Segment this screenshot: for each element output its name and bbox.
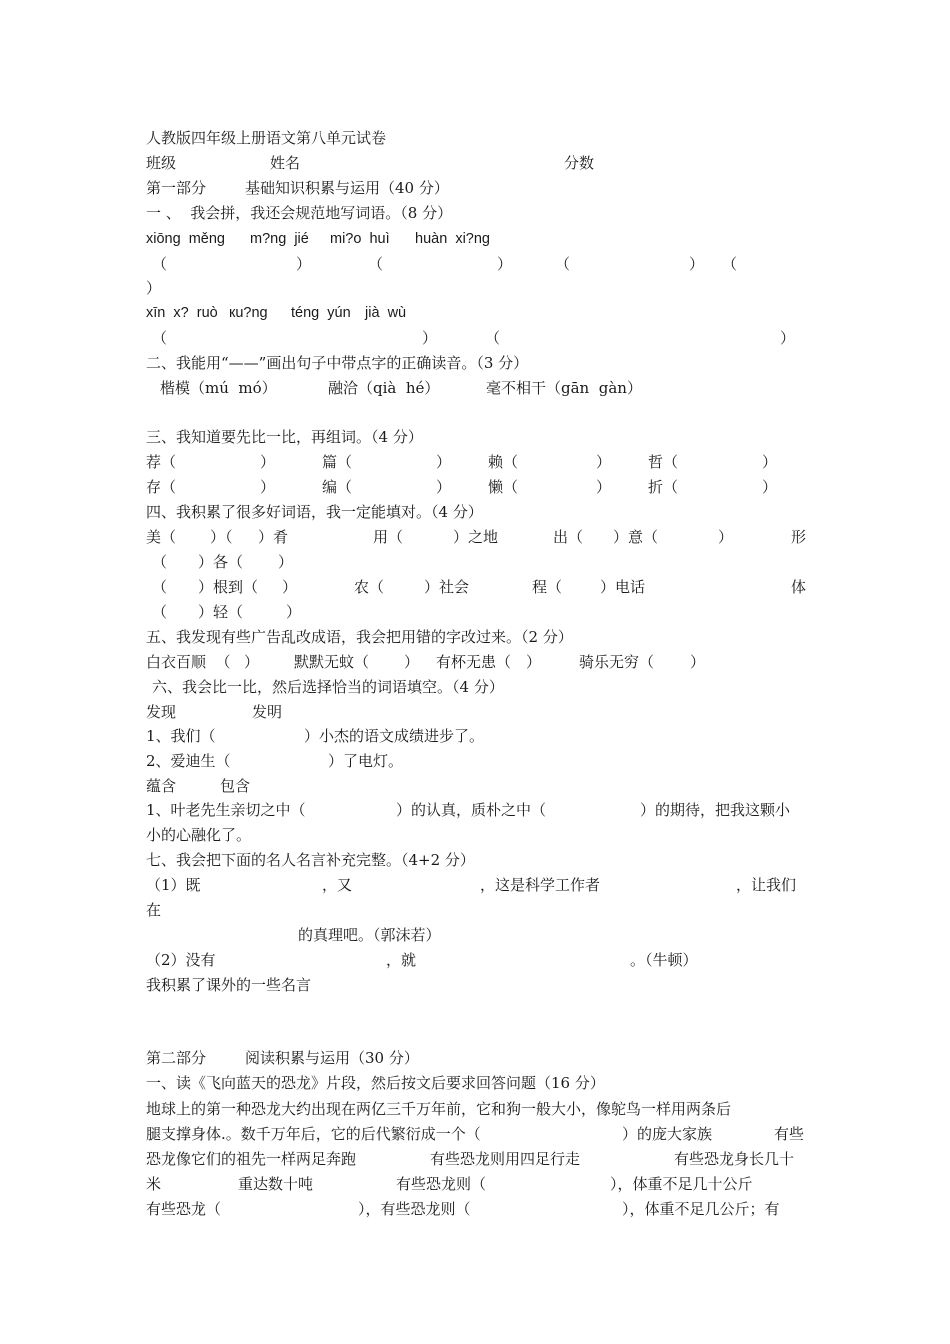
q4-title [146,500,806,525]
q4-row2 [146,575,806,600]
q7-line3 [146,948,806,973]
passage-text: ），体重不足几十公斤 [610,1175,753,1193]
idiom-part: ） [718,528,734,546]
idiom-part: 形 [791,528,806,546]
q5-item: 默默无蚊（ [294,653,370,671]
part1-title: 基础知识积累与运用（40 分） [245,179,449,197]
q5-items [146,650,806,675]
quote-part: 我积累了课外的一些名言 [146,976,312,994]
answer-bracket: ） [422,329,438,347]
passage-text: 有些恐龙则用四足行走 [430,1150,581,1168]
pinyin: xiōng měng [146,231,225,247]
answer-bracket: （ [152,329,168,347]
q4-row2-wrap [146,600,806,625]
idiom-part: ）根到（ [198,578,259,596]
q6-sentence3-cont [146,823,806,848]
q7-line1-cont [146,898,806,923]
idiom-part: ） [278,553,294,571]
name-label: 姓名 [270,154,301,172]
q6-pair2 [146,774,806,799]
idiom-part: 农（ [354,578,385,596]
quote-part: 的真理吧。（郭沫若） [298,926,441,944]
q2-item: 楷模（mú mó） [160,379,277,397]
answer-bracket: ） [436,478,452,496]
sentence-part: 1、我们（ [146,727,216,745]
answer-bracket: ） [436,453,452,471]
sentence-part: 2、爱迪生（ [146,752,231,770]
passage-text: ），体重不足几公斤；有 [622,1200,780,1218]
passage-text: 恐龙像它们的祖先一样两足奔跑 [146,1150,357,1168]
sentence-part: 小的心融化了。 [146,826,252,844]
q6-title-text: 六、我会比一比，然后选择恰当的词语填空。（4 分） [152,678,504,696]
sentence-part: ）小杰的语文成绩进步了。 [304,727,485,745]
q5-item: 白衣百顺 （ [146,653,231,671]
answer-bracket: ） [404,653,420,671]
q2-items [146,376,806,401]
answer-bracket: ） [260,453,276,471]
answer-bracket: （ [485,329,501,347]
quote-part: ，这是科学工作者 [480,876,601,894]
q5-title-text: 五、我发现有些广告乱改成语，我会把用错的字改过来。（2 分） [146,628,573,646]
pinyin: huàn xi?ng [415,231,490,247]
answer-bracket: ） [762,478,778,496]
q4-title-text: 四、我积累了很多好词语，我一定能填对。（4 分） [146,503,483,521]
answer-bracket: （ [368,255,384,273]
passage-text: ）的庞大家族 [622,1125,713,1143]
quote-part: （1）既 [146,876,201,894]
q1-pinyin-row2 [146,301,806,326]
title-text: 人教版四年级上册语文第八单元试卷 [146,129,387,147]
q1-pinyin-row1 [146,227,806,252]
q1-title-text: 一 、 我会拼，我还会规范地写词语。（8 分） [146,204,453,222]
idiom-part: ） [286,603,302,621]
quote-part: ，让我们 [736,876,797,894]
passage-text: 米 [146,1175,162,1193]
q3-title-text: 三、我知道要先比一比，再组词。（4 分） [146,428,423,446]
sentence-part: ）的认真，质朴之中（ [396,801,547,819]
q2-title [146,351,806,376]
idiom-part: ）轻（ [198,603,244,621]
q3-char: 荐（ [146,453,177,471]
answer-bracket: ） [260,478,276,496]
q1-brackets-row2 [146,326,806,351]
q3-title [146,425,806,450]
q3-char: 懒（ [488,478,519,496]
q1-title [146,201,806,226]
quote-part: （2）没有 [146,951,216,969]
exam-title [146,126,806,151]
sentence-part: ）的期待，把我这颗小 [640,801,791,819]
q3-char: 编（ [322,478,353,496]
pinyin: xīn x? ruò [146,305,218,321]
q5-item: 骑乐无穷（ [579,653,655,671]
part2-label: 第二部分 [146,1049,207,1067]
passage-text: 有些 [774,1125,805,1143]
idiom-part: 用（ [373,528,404,546]
pinyin: m?ng jié [250,231,309,247]
answer-bracket: ） [497,255,513,273]
pinyin: jià wù [365,305,407,321]
header-row [146,151,806,176]
quote-part: ，又 [322,876,353,894]
q7-title-text: 七、我会把下面的名人名言补充完整。（4+2 分） [146,851,475,869]
answer-bracket: （ [722,255,738,273]
sentence-part: ）了电灯。 [328,752,404,770]
class-label: 班级 [146,154,177,172]
q4-row1 [146,525,806,550]
passage-text: 有些恐龙则（ [396,1175,487,1193]
word-choice: 包含 [220,777,251,795]
idiom-part: ）肴 [258,528,289,546]
q2-item: 毫不相干（gān gàn） [486,379,642,397]
quote-part: ，就 [386,951,417,969]
passage-text: ），有些恐龙则（ [358,1200,471,1218]
score-label: 分数 [564,154,595,172]
q2-item: 融洽（qià hé） [328,379,440,397]
passage-text: 有些恐龙身长几十 [674,1150,795,1168]
idiom-part: ）（ [210,528,233,546]
q1-bracket-wrap [146,276,806,301]
q3-row2 [146,475,806,500]
q5-title [146,625,806,650]
idiom-part: 出（ [553,528,584,546]
answer-bracket: ） [526,653,542,671]
part1-heading [146,176,806,201]
part1-label: 第一部分 [146,179,207,197]
word-choice: 发现 [146,703,177,721]
q3-char: 存（ [146,478,177,496]
word-choice: 发明 [252,703,283,721]
answer-bracket: （ [555,255,571,273]
passage-text: 地球上的第一种恐龙大约出现在两亿三千万年前，它和狗一般大小，像鸵鸟一样用两条后 [146,1100,732,1118]
q3-row1 [146,450,806,475]
answer-bracket: ） [244,653,260,671]
idiom-part: 体 [791,578,806,596]
idiom-part: 美（ [146,528,177,546]
quote-part: 在 [146,901,162,919]
sentence-part: 1、叶老先生亲切之中（ [146,801,306,819]
idiom-part: ）社会 [424,578,470,596]
part2-q1-title-text: 一、读《飞向蓝天的恐龙》片段，然后按文后要求回答问题（16 分） [146,1074,605,1092]
pinyin: téng yún [291,305,351,321]
passage-line3 [146,1147,806,1172]
passage-text: 有些恐龙（ [146,1200,222,1218]
q7-title [146,848,806,873]
q5-item: 有杯无患（ [436,653,512,671]
answer-bracket: ） [596,453,612,471]
idiom-part: ）意（ [613,528,659,546]
passage-text: 腿支撑身体.。数千万年后，它的后代繁衍成一个（ [146,1125,481,1143]
part2-q1-title [146,1071,806,1096]
q3-char: 折（ [648,478,679,496]
part2-heading [146,1046,806,1071]
q3-char: 赖（ [488,453,519,471]
idiom-part: ） [282,578,298,596]
q4-row1-wrap [146,550,806,575]
q6-sentence1 [146,724,806,749]
q6-pair1 [146,700,806,725]
q7-line4 [146,973,806,998]
word-choice: 蕴含 [146,777,177,795]
answer-bracket: ） [689,255,705,273]
pinyin: mi?o huì [330,231,390,247]
idiom-part: 程（ [532,578,563,596]
answer-bracket: ） [146,279,162,297]
passage-line1 [146,1097,806,1122]
answer-bracket: （ [152,255,168,273]
q3-char: 哲（ [648,453,679,471]
answer-bracket: ） [596,478,612,496]
idiom-part: （ [152,553,168,571]
idiom-part: ）各（ [198,553,244,571]
pinyin: кu?ng [229,305,268,321]
q6-sentence2 [146,749,806,774]
answer-bracket: ） [762,453,778,471]
q7-line1 [146,873,806,898]
q2-title-text: 二、我能用“——”画出句子中带点字的正确读音。（3 分） [146,354,529,372]
q6-sentence3 [146,798,806,823]
passage-line4 [146,1172,806,1197]
passage-line5 [146,1197,806,1222]
idiom-part: ）电话 [600,578,646,596]
q3-char: 篇（ [322,453,353,471]
q7-line2 [146,923,806,948]
passage-text: 重达数十吨 [238,1175,314,1193]
passage-line2 [146,1122,806,1147]
quote-part: 。（牛顿） [630,951,698,969]
idiom-part: ）之地 [453,528,499,546]
part2-title: 阅读积累与运用（30 分） [245,1049,419,1067]
answer-bracket: ） [780,329,796,347]
idiom-part: （ [152,578,168,596]
answer-bracket: ） [690,653,706,671]
q1-brackets-row1 [146,252,806,277]
answer-bracket: ） [296,255,312,273]
q6-title [146,675,806,700]
idiom-part: （ [152,603,168,621]
